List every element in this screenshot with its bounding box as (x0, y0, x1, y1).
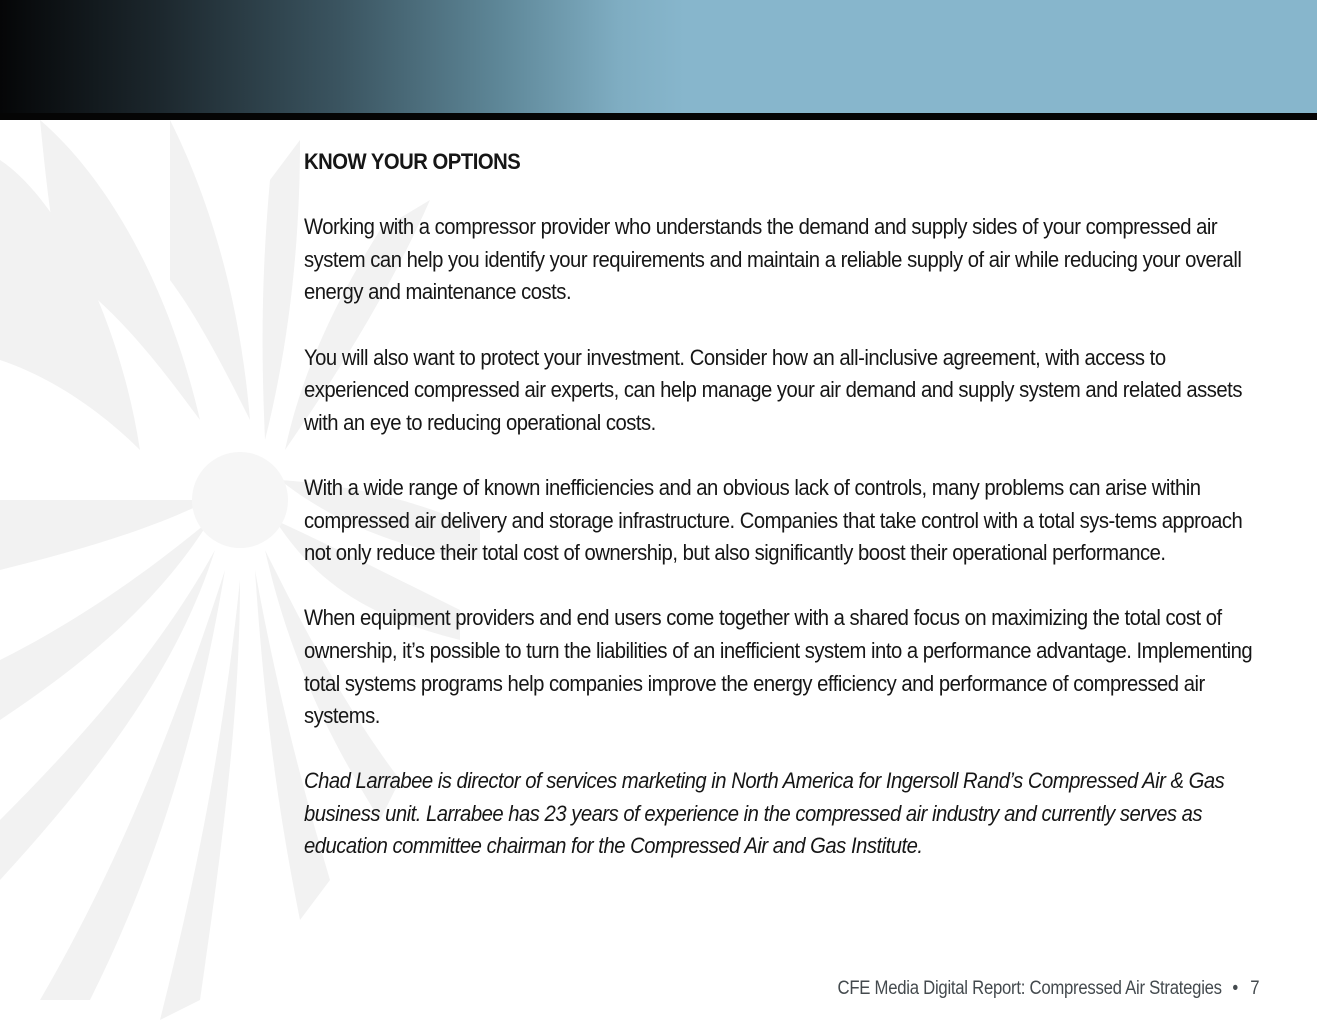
article-body (304, 146, 1263, 896)
author-bio: Chad Larrabee is director of services marketing in North America for Ingersoll Rand’s Compressed Air & Gas business unit. Larrabee has 23 years of experience in the compressed air industry and currently serves as education committee chairman for the Compressed Air and Gas Institute. (304, 768, 1225, 859)
header-banner (0, 0, 1317, 113)
paragraph: With a wide range of known inefficiencies and an obvious lack of controls, many problems can arise within compressed air delivery and storage infrastructure. Companies that take control with a total sys-tems approach not only reduce their total cost of ownership, but also significantly boost their operational performance. (304, 474, 1243, 566)
section-heading: KNOW YOUR OPTIONS (304, 149, 521, 174)
paragraph: You will also want to protect your investment. Consider how an all-inclusive agreement, with access to experienced compressed air experts, can help manage your air demand and supply system and related assets with an eye to reducing operational costs. (304, 344, 1242, 435)
paragraph: Working with a compressor provider who understands the demand and supply sides of your compressed air system can help you identify your requirements and maintain a reliable supply of air while reducing your overall energy and maintenance costs. (304, 214, 1242, 305)
page-footer (837, 978, 1259, 1000)
footer-separator: • (1232, 978, 1238, 999)
footer-publication: CFE Media Digital Report: Compressed Air Strategies (837, 978, 1222, 999)
paragraph: When equipment providers and end users come together with a shared focus on maximizing the total cost of ownership, it’s possible to turn the liabilities of an inefficient system into a performance advantage. Implementing total systems programs help companies improve the energy efficiency and performance of compressed air systems. (304, 605, 1253, 729)
page-number: 7 (1249, 978, 1259, 999)
header-divider (0, 113, 1317, 120)
